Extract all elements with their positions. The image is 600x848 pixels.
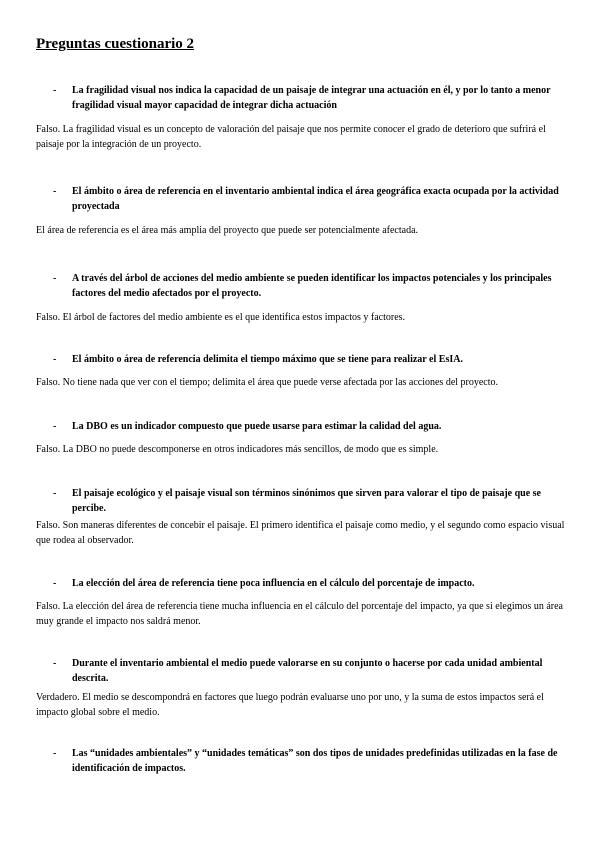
question-text: La DBO es un indicador compuesto que puede usarse para estimar la calidad del agua. (72, 421, 442, 432)
question-8 (53, 656, 569, 686)
answer-8: Verdadero. El medio se descompondrá en factores que luego podrán evaluarse uno por uno, y la suma de estos impactos será el impacto global sobre el medio. (36, 692, 544, 718)
bullet-dash: - (53, 273, 57, 284)
question-5 (53, 419, 569, 434)
bullet-dash: - (53, 658, 57, 669)
answer-4: Falso. No tiene nada que ver con el tiempo; delimita el área que puede verse afectada por las acciones del proyecto. (36, 377, 499, 388)
question-7 (53, 576, 569, 591)
answer-2: El área de referencia es el área más amplia del proyecto que puede ser potencialmente afectada. (36, 225, 419, 236)
question-text: La elección del área de referencia tiene poca influencia en el cálculo del porcentaje de impacto. (72, 578, 475, 589)
bullet-dash: - (53, 488, 57, 499)
bullet-dash: - (53, 421, 57, 432)
answer-5: Falso. La DBO no puede descomponerse en otros indicadores más sencillos, de modo que es simple. (36, 444, 439, 455)
answer-1: Falso. La fragilidad visual es un concepto de valoración del paisaje que nos permite conocer el grado de deterioro que sufrirá el paisaje por la integración de un proyecto. (36, 124, 546, 150)
page-title: Preguntas cuestionario 2 (36, 36, 195, 52)
question-2 (53, 184, 569, 214)
answer-7: Falso. La elección del área de referencia tiene mucha influencia en el cálculo del porcentaje del impacto, ya que si elegimos un área muy grande el impacto nos saldrá menor. (36, 601, 563, 627)
question-text: El paisaje ecológico y el paisaje visual son términos sinónimos que sirven para valorar el tipo de paisaje que se percibe. (72, 488, 541, 514)
bullet-dash: - (53, 186, 57, 197)
question-1 (53, 83, 569, 113)
answer-3: Falso. El árbol de factores del medio ambiente es el que identifica estos impactos y factores. (36, 312, 406, 323)
answer-6: Falso. Son maneras diferentes de concebir el paisaje. El primero identifica el paisaje como medio, y el segundo como espacio visual que rodea al observador. (36, 520, 565, 546)
bullet-dash: - (53, 578, 57, 589)
question-text: La fragilidad visual nos indica la capacidad de un paisaje de integrar una actuación en él, y por lo tanto a menor fragilidad visual mayor capacidad de integrar dicha actuación (72, 85, 551, 111)
question-text: El ámbito o área de referencia en el inventario ambiental indica el área geográfica exacta ocupada por la actividad proyectada (72, 186, 559, 212)
question-4 (53, 352, 569, 367)
question-text: Las “unidades ambientales” y “unidades temáticas” son dos tipos de unidades predefinidas utilizadas en la fase de identificación de impactos. (72, 748, 558, 774)
question-text: A través del árbol de acciones del medio ambiente se pueden identificar los impactos potenciales y los principales factores del medio afectados por el proyecto. (72, 273, 552, 299)
question-text: Durante el inventario ambiental el medio puede valorarse en su conjunto o hacerse por cada unidad ambiental descrita. (72, 658, 543, 684)
question-6 (53, 486, 569, 516)
question-9 (53, 746, 569, 776)
question-3 (53, 271, 569, 301)
question-text: El ámbito o área de referencia delimita el tiempo máximo que se tiene para realizar el EsIA. (72, 354, 463, 365)
bullet-dash: - (53, 354, 57, 365)
bullet-dash: - (53, 748, 57, 759)
bullet-dash: - (53, 85, 57, 96)
